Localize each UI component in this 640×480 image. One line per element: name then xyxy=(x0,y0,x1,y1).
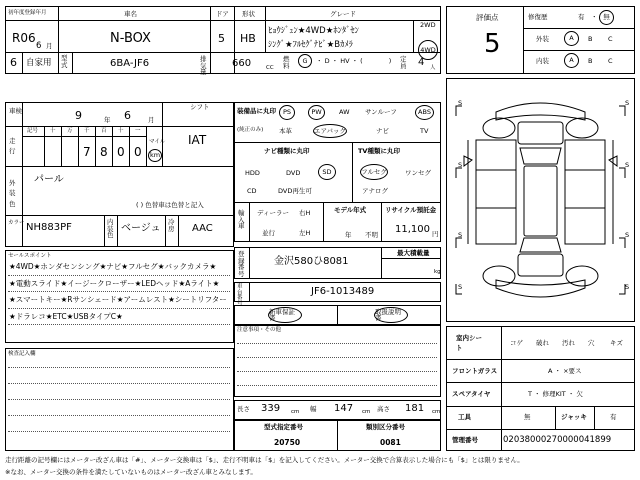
mileage-digit: 8 xyxy=(100,145,108,159)
ac-label: 冷房 xyxy=(168,218,175,233)
digit-header: 十 xyxy=(118,128,124,134)
class-num: 6 xyxy=(10,56,17,69)
grade-c: C xyxy=(608,35,613,43)
mgmt-number: 02038000270000041899 xyxy=(503,435,612,445)
fuel-options: ・ D ・ HV ・ ( ) xyxy=(316,57,392,65)
digit-header: 千 xyxy=(84,128,90,134)
kg-unit: kg xyxy=(434,269,441,275)
grade-line1: ﾋｮｳｼﾞｭﾝ★4WD★ﾎﾝﾀﾞｾﾝ xyxy=(268,26,359,36)
sales-point-line: ★スマートキー★Rサンシェード★アームレスト★シートリフター xyxy=(9,295,227,304)
navi-cd: CD xyxy=(247,187,257,195)
model-year-label: モデル年式 xyxy=(334,206,367,214)
navi-sd-circled: SD xyxy=(318,164,336,180)
type-designation-label: 型式指定番号 xyxy=(264,423,303,431)
s-mark: S xyxy=(625,161,630,169)
footer-note-1: 走行距離の記号欄にはメーター改ざん車は「#」、メーター交換車は「$」、走行不明車は「$」を記入してください。メーター交換で合算表示した場合にも「$」とは限りません。 xyxy=(5,456,524,464)
car-damage-diagram xyxy=(446,78,635,322)
repair-label: 修復歴 xyxy=(528,13,548,21)
navi-title: ナビ種類に丸印 xyxy=(264,147,310,155)
km-circled: km xyxy=(148,149,162,162)
tv-analog: アナログ xyxy=(362,187,388,195)
usage: 自家用 xyxy=(26,58,52,68)
reg-era: R06 xyxy=(12,31,36,45)
jack-label: ジャッキ xyxy=(561,413,587,421)
height-value: 181 xyxy=(405,403,425,414)
grade-b: B xyxy=(588,57,593,65)
digit-header: 百 xyxy=(101,128,107,134)
tv-oneseg: ワンセグ xyxy=(405,169,431,177)
pw-circled: PW xyxy=(308,105,325,120)
inspection-label: 車検 xyxy=(9,107,22,115)
exterior-label: 外装 xyxy=(536,35,549,43)
width-unit: cm xyxy=(362,409,371,415)
leather-option: 本革 xyxy=(279,127,292,135)
4wd-circled: 4WD xyxy=(418,40,438,60)
s-mark: S xyxy=(458,161,463,169)
unknown-option: 不明 xyxy=(365,231,378,239)
tv-title: TV種類に丸印 xyxy=(358,147,400,155)
recycle-label: リサイクル預託金 xyxy=(385,206,437,214)
airbag-circled: エアバック xyxy=(313,124,347,138)
inspection-year: 9 xyxy=(75,109,82,122)
chassis-label: 車台番号 xyxy=(237,284,243,307)
spare-value: T ・ 修理KIT ・ 欠 xyxy=(528,390,583,398)
notes-box xyxy=(234,325,441,397)
score-label: 評価点 xyxy=(476,13,499,22)
equipment-sublabel: (純正のみ) xyxy=(237,127,264,133)
chassis-number: JF6-1013489 xyxy=(311,286,375,297)
model-label: 型式 xyxy=(61,54,68,69)
navi-option: ナビ xyxy=(376,127,389,135)
yen-unit: 円 xyxy=(432,230,439,238)
color-code-label: カラー xyxy=(8,220,25,226)
fuel-label: 燃料 xyxy=(283,55,290,70)
interior-grade-circled: A xyxy=(564,53,579,68)
navi-dvd: DVD xyxy=(286,169,301,177)
length-label: 長さ xyxy=(237,405,250,413)
mgmt-label: 管理番号 xyxy=(452,436,478,444)
sunroof-option: サンルーフ xyxy=(365,108,397,116)
notes-label: 注意事項・その他 xyxy=(237,327,282,333)
navi-hdd: HDD xyxy=(245,169,260,177)
reg-year-label: 初年度登録年月 xyxy=(8,10,47,16)
seat-item: キズ xyxy=(610,339,623,347)
left-hand-option: 左H xyxy=(299,229,311,237)
month-unit: 月 xyxy=(46,42,53,50)
exterior-grade-circled: A xyxy=(564,31,579,46)
seat-label: 室内シート xyxy=(456,334,482,352)
seat-item: コゲ xyxy=(510,339,523,347)
color-label: 外装色 xyxy=(9,179,16,208)
s-mark: S xyxy=(458,99,463,107)
length-value: 339 xyxy=(261,403,281,414)
fuel-circled: G xyxy=(298,54,312,68)
digit-header: 一 xyxy=(135,128,141,134)
parallel-option: 並行 xyxy=(262,229,275,237)
inspector-notes-label: 検査記入欄 xyxy=(8,351,36,357)
score-value: 5 xyxy=(484,29,501,59)
cc-unit: CC xyxy=(266,65,274,71)
s-mark: S xyxy=(458,283,463,291)
mileage-digit: 0 xyxy=(134,145,142,159)
sales-point-line: ★4WD★ホンダセンシング★ナビ★フルセグ★バックカメラ★ xyxy=(9,262,217,271)
warranty-circled: 新車保証書 xyxy=(268,307,302,323)
tv-fullseg-circled: フルセグ xyxy=(360,164,388,180)
jack-value: 有 xyxy=(610,413,617,421)
displacement-label: 排気量 xyxy=(200,55,207,76)
s-mark: S xyxy=(625,231,630,239)
sales-point-line: ★ドラレコ★ETC★USBタイプC★ xyxy=(9,312,123,321)
glass-label: フロントガラス xyxy=(452,367,498,375)
type-designation: 20750 xyxy=(274,438,301,447)
ac-value: AAC xyxy=(192,223,213,234)
tools-label: 工具 xyxy=(458,413,471,421)
footer-note-2: ※なお、メーター交換の条件を満たしていないものはメーター改ざん車とみなします。 xyxy=(5,468,257,476)
vehicle-name: N-BOX xyxy=(110,31,151,46)
model-value: 6BA-JF6 xyxy=(110,58,150,69)
grade-label: グレード xyxy=(330,10,356,18)
doors-value: 5 xyxy=(218,32,225,45)
s-mark: S xyxy=(458,231,463,239)
category-label: 類別区分番号 xyxy=(366,423,405,431)
repair-yes: 有 xyxy=(578,13,585,21)
interior-grade-label: 内装 xyxy=(536,57,549,65)
glass-value: A ・ ×要ス xyxy=(548,367,582,375)
interior-label: 内装色 xyxy=(107,218,114,239)
sales-point-line: ★電動スライド★イージークローザー★LEDヘッド★Aライト★ xyxy=(9,279,220,288)
capacity-label: 定員 xyxy=(400,55,407,70)
tv-option: TV xyxy=(420,127,429,135)
digit-header: 十 xyxy=(50,128,56,134)
tools-value: 無 xyxy=(524,413,531,421)
seat-item: 汚れ xyxy=(562,339,575,347)
mile-unit: マイル xyxy=(149,139,166,145)
inspection-month: 6 xyxy=(124,109,131,122)
interior-value: ベージュ xyxy=(121,223,161,234)
sales-points-label: セールスポイント xyxy=(8,253,52,259)
reg-number-label: 登録番号 xyxy=(238,250,245,278)
mileage-label: 走行 xyxy=(9,137,16,156)
repair-sep: ・ xyxy=(591,13,598,21)
year-unit: 年 xyxy=(104,116,111,124)
capacity-value: 4 xyxy=(418,57,425,68)
reg-month: 6 xyxy=(36,41,42,51)
color-code: NH883PF xyxy=(26,222,72,233)
seat-item: 破れ xyxy=(536,339,549,347)
mileage-digit: 0 xyxy=(117,145,125,159)
spare-label: スペアタイヤ xyxy=(452,390,491,398)
right-hand-option: 右H xyxy=(299,209,311,217)
2wd-label: 2WD xyxy=(420,21,436,29)
repair-no-circled: 無 xyxy=(599,10,614,25)
max-load-label: 最大積載量 xyxy=(397,249,430,257)
s-mark: S xyxy=(625,283,630,291)
navi-dvd-play: DVD再生可 xyxy=(278,187,312,195)
width-label: 幅 xyxy=(310,405,317,413)
category-number: 0081 xyxy=(380,438,401,447)
s-mark: S xyxy=(625,99,630,107)
year-suffix: 年 xyxy=(345,231,352,239)
import-label: 輸入車 xyxy=(238,209,245,230)
shift-value: IAT xyxy=(188,133,207,147)
displacement-value: 660 xyxy=(232,58,252,69)
height-unit: cm xyxy=(432,409,441,415)
digit-header: 万 xyxy=(67,128,73,134)
width-value: 147 xyxy=(334,403,354,414)
height-label: 高さ xyxy=(377,405,390,413)
color-value: パール xyxy=(34,174,64,185)
abs-circled: ABS xyxy=(415,105,434,120)
shape-value: HB xyxy=(240,32,256,45)
recycle-value: 11,100 xyxy=(395,224,430,235)
shape-label: 形状 xyxy=(242,10,255,18)
month-unit-2: 月 xyxy=(148,116,155,124)
reg-number: 金沢580ひ8081 xyxy=(274,256,349,267)
length-unit: cm xyxy=(291,409,300,415)
mileage-note-label: 記号 xyxy=(27,128,39,134)
grade-c: C xyxy=(608,57,613,65)
dealer-option: ディーラー xyxy=(257,209,289,217)
manual-circled: 取扱説明書 xyxy=(374,307,408,323)
seat-item: 穴 xyxy=(588,339,595,347)
grade-line2: ｼﾝｸﾞ★ﾌﾙｾｸﾞﾅﾋﾞ★Bｶﾒﾗ xyxy=(268,40,353,50)
capacity-unit: 人 xyxy=(430,65,436,71)
ps-circled: PS xyxy=(279,105,295,120)
doors-label: ドア xyxy=(216,10,229,18)
shift-label: シフト xyxy=(190,103,210,111)
color-note: ( ) 色替車は色替と記入 xyxy=(136,201,204,209)
mileage-digit: 7 xyxy=(83,145,91,159)
aw-option: AW xyxy=(339,108,350,116)
equipment-label: 装備品に丸印 xyxy=(237,107,276,115)
name-label: 車名 xyxy=(124,10,137,18)
grade-b: B xyxy=(588,35,593,43)
